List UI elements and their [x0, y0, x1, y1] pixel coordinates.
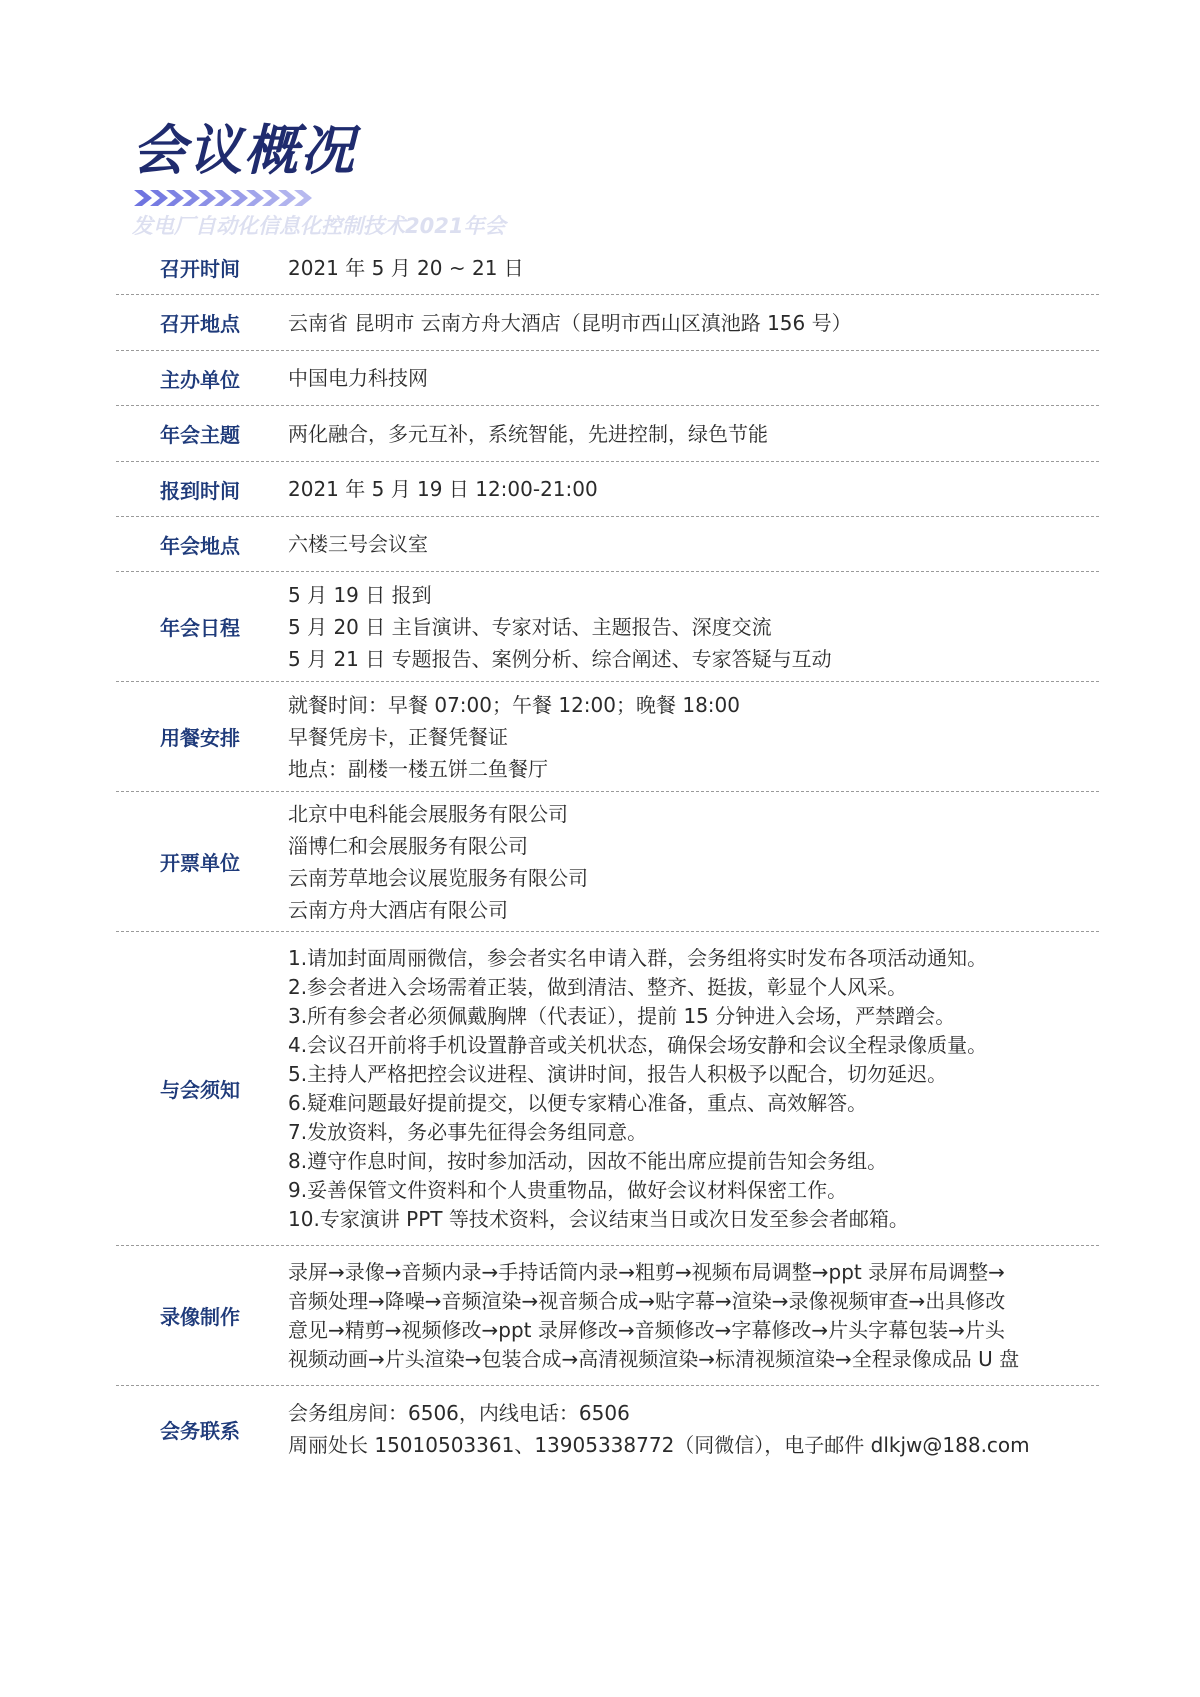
info-row	[116, 295, 1099, 351]
info-row	[116, 351, 1099, 406]
row-label: 年会主题	[160, 423, 240, 447]
row-content-line: 5 月 19 日 报到	[288, 582, 432, 607]
row-label: 召开时间	[160, 257, 240, 281]
row-content-line: 中国电力科技网	[288, 366, 428, 390]
row-content-line: 4.会议召开前将手机设置静音或关机状态，确保会场安静和会议全程录像质量。	[288, 1032, 988, 1057]
row-content	[284, 252, 1099, 284]
info-row	[116, 406, 1099, 462]
info-row	[116, 241, 1099, 295]
row-content-line: 会务组房间：6506，内线电话：6506	[288, 1401, 630, 1425]
page-subtitle: 发电厂自动化信息化控制技术2021年会	[132, 214, 506, 238]
row-content-line: 早餐凭房卡，正餐凭餐证	[288, 724, 508, 749]
row-content	[284, 1397, 1099, 1461]
row-content-line: 两化融合，多元互补，系统智能，先进控制，绿色节能	[288, 421, 768, 446]
row-content-line: 地点：副楼一楼五饼二鱼餐厅	[288, 756, 548, 781]
info-row	[116, 932, 1099, 1246]
row-content-line: 录屏→录像→音频内录→手持话筒内录→粗剪→视频布局调整→ppt 录屏布局调整→	[288, 1259, 1005, 1284]
row-content-line: 云南芳草地会议展览服务有限公司	[288, 865, 588, 890]
row-content-line: 6.疑难问题最好提前提交，以便专家精心准备，重点、高效解答。	[288, 1090, 868, 1115]
row-content-line: 10.专家演讲 PPT 等技术资料，会议结束当日或次日发至参会者邮箱。	[288, 1206, 909, 1231]
row-content	[284, 689, 1099, 785]
row-content	[284, 1258, 1099, 1374]
row-content-line: 8.遵守作息时间，按时参加活动，因故不能出席应提前告知会务组。	[288, 1148, 888, 1173]
row-label: 主办单位	[160, 367, 240, 392]
row-content	[284, 944, 1099, 1234]
row-content-line: 2021 年 5 月 20 ~ 21 日	[288, 255, 524, 280]
row-content	[284, 528, 1099, 560]
info-row	[116, 572, 1099, 682]
row-content	[284, 798, 1099, 926]
row-content-line: 5 月 20 日 主旨演讲、专家对话、主题报告、深度交流	[288, 614, 772, 639]
row-content-line: 9.妥善保管文件资料和个人贵重物品，做好会议材料保密工作。	[288, 1177, 848, 1202]
row-label: 年会地点	[160, 533, 240, 558]
row-content-line: 音频处理→降噪→音频渲染→视音频合成→贴字幕→渲染→录像视频审查→出具修改	[288, 1288, 1006, 1313]
chevron-decoration-icon	[134, 188, 334, 208]
row-label: 用餐安排	[160, 726, 240, 750]
row-content-line: 2021 年 5 月 19 日 12:00-21:00	[288, 477, 598, 501]
row-label: 开票单位	[160, 851, 240, 875]
row-content-line: 就餐时间：早餐 07:00；午餐 12:00；晚餐 18:00	[288, 692, 740, 717]
row-content-line: 2.参会者进入会场需着正装，做到清洁、整齐、挺拔，彰显个人风采。	[288, 974, 908, 999]
row-label: 会务联系	[160, 1418, 240, 1443]
row-content	[284, 579, 1099, 675]
row-content-line: 7.发放资料，务必事先征得会务组同意。	[288, 1119, 648, 1144]
row-content-line: 北京中电科能会展服务有限公司	[288, 801, 568, 826]
row-content-line: 3.所有参会者必须佩戴胸牌（代表证），提前 15 分钟进入会场，严禁蹭会。	[288, 1003, 956, 1028]
row-content-line: 云南方舟大酒店有限公司	[288, 897, 508, 922]
row-content-line: 淄博仁和会展服务有限公司	[288, 833, 528, 858]
info-row	[116, 1246, 1099, 1386]
row-content-line: 1.请加封面周丽微信，参会者实名申请入群，会务组将实时发布各项活动通知。	[288, 945, 988, 970]
info-row	[116, 682, 1099, 792]
row-content	[284, 418, 1099, 450]
row-content-line: 意见→精剪→视频修改→ppt 录屏修改→音频修改→字幕修改→片头字幕包装→片头	[288, 1317, 1005, 1342]
row-label: 年会日程	[160, 616, 240, 640]
row-content	[284, 473, 1099, 505]
row-content-line: 六楼三号会议室	[288, 532, 428, 556]
info-row	[116, 517, 1099, 572]
info-row	[116, 1386, 1099, 1472]
row-content-line: 周丽处长 15010503361、13905338772（同微信），电子邮件 dlkjw@188.com	[288, 1433, 1030, 1457]
row-content-line: 5 月 21 日 专题报告、案例分析、综合阐述、专家答疑与互动	[288, 646, 832, 671]
page-title: 会议概况	[132, 118, 356, 182]
row-label: 召开地点	[160, 312, 240, 336]
row-label: 录像制作	[160, 1305, 240, 1329]
info-row	[116, 462, 1099, 517]
row-content	[284, 362, 1099, 394]
row-label: 报到时间	[160, 478, 240, 503]
row-content-line: 云南省 昆明市 云南方舟大酒店（昆明市西山区滇池路 156 号）	[288, 310, 852, 335]
row-content-line: 视频动画→片头渲染→包装合成→高清视频渲染→标清视频渲染→全程录像成品 U 盘	[288, 1346, 1020, 1371]
info-table-rows	[116, 241, 1099, 1472]
row-label: 与会须知	[160, 1078, 240, 1102]
info-row	[116, 792, 1099, 932]
row-content-line: 5.主持人严格把控会议进程、演讲时间，报告人积极予以配合，切勿延迟。	[288, 1061, 948, 1086]
row-content	[284, 307, 1099, 339]
